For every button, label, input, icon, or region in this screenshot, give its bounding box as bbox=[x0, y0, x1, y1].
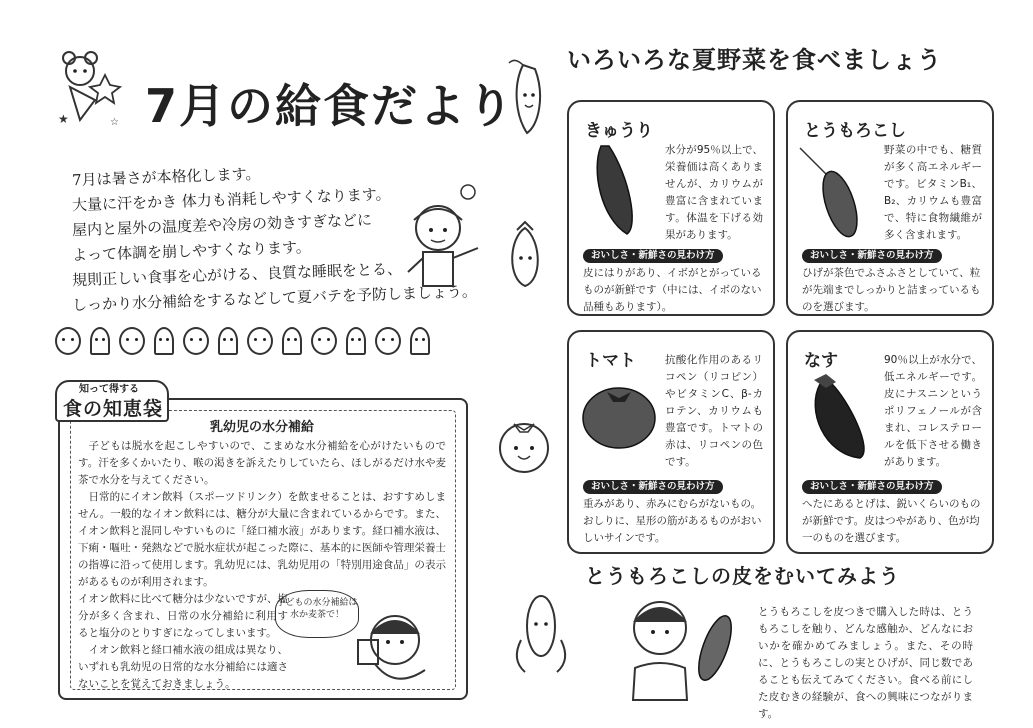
intro-line: 屋内と屋外の温度差や冷房の効きすぎなどに bbox=[71, 210, 373, 240]
veg-card-tip: へたにあるとげは、鋭いくらいのものが新鮮です。皮はつやがあり、色が均一のものを選びます。 bbox=[802, 498, 981, 544]
food-wisdom-paragraph: 子どもは脱水を起こしやすいので、こまめな水分補給を心がけたいものです。汗を多くかいたり、喉の渇きを訴えたりしていたら、ほしがるだけ水や麦茶で水分を与えてください。 bbox=[78, 440, 446, 486]
ice-cream-icon bbox=[346, 327, 366, 355]
veg-card-desc: 90％以上が水分で、低エネルギーです。皮にナスニンというポリフェノールが含まれ、コレステロールを低下させる働きがあります。 bbox=[884, 354, 982, 468]
food-wisdom-title: 乳幼児の水分補給 bbox=[209, 420, 314, 435]
svg-text:★: ★ bbox=[58, 112, 69, 126]
ice-cream-icon bbox=[218, 327, 238, 355]
svg-text:☆: ☆ bbox=[110, 117, 119, 128]
ice-cream-icon bbox=[154, 327, 174, 355]
corn-peeling-body: とうもろこしを皮つきで購入した時は、とうもろこしを触り、どんな感触か、どんなにおいかを確かめてみましょう。また、その時に、とうもろこしの実とひげが、同じ数であることも伝えてみてください。食べる前にした皮むきの経験が、食への興味につながります。 bbox=[758, 606, 973, 720]
animal-face-divider bbox=[55, 322, 520, 360]
veg-card-cucumber bbox=[567, 100, 775, 316]
food-wisdom-paragraph: イオン飲料と経口補水液の組成は異なり、いずれも乳幼児の日常的な水分補給には適さないことを覚えておきましょう。 bbox=[78, 644, 288, 690]
corn-peeling-heading: とうもろこしの皮をむいてみよう bbox=[585, 564, 900, 588]
monkey-icon bbox=[247, 327, 273, 355]
monkey-icon bbox=[55, 327, 81, 355]
intro-line: よって体調を崩しやすくなります。 bbox=[71, 237, 312, 265]
tomato-icon bbox=[579, 374, 661, 454]
veg-card-desc: 野菜の中でも、糖質が多く高エネルギーです。ビタミンB₁、B₂、カリウムも豊富で、特に食物繊維が多く含まれます。 bbox=[884, 144, 982, 241]
intro-line: しっかり水分補給をするなどして夏バテを予防しましょう。 bbox=[71, 282, 478, 315]
lion-icon bbox=[375, 327, 401, 355]
veg-card-name: とうもろこし bbox=[804, 121, 906, 141]
veg-card-name: きゅうり bbox=[585, 121, 653, 141]
ice-cream-icon bbox=[282, 327, 302, 355]
corn-character-illustration bbox=[505, 580, 575, 680]
eggplant-icon bbox=[800, 370, 880, 466]
veg-card-name: なす bbox=[804, 351, 838, 371]
food-wisdom-paragraph: イオン飲料に比べて糖分は少ないですが、塩分が多く含まれ、日常の水分補給に利用すると塩分のとりすぎになってしまいます。 bbox=[78, 593, 288, 639]
intro-line: 大量に汗をかき 体力も消耗しやすくなります。 bbox=[71, 185, 391, 215]
eggplant-character-illustration bbox=[503, 218, 548, 293]
mascot-star-illustration bbox=[50, 45, 135, 130]
veg-card-tip: 重みがあり、赤みにむらがないもの。おしりに、星形の筋があるものがおいしいサインです。 bbox=[583, 498, 762, 544]
veg-card-tip-label: おいしさ・新鮮さの見わけ方 bbox=[583, 480, 723, 494]
veg-card-tomato bbox=[567, 330, 775, 554]
newsletter-title: 7月の給食だより bbox=[145, 79, 516, 133]
cucumber-icon bbox=[587, 140, 647, 240]
food-wisdom-paragraph: 日常的にイオン飲料（スポーツドリンク）を飲ませることは、おすすめしません。一般的なイオン飲料には、糖分が大量に含まれているからです。また、イオン飲料と混同しやすいものに「経口補水液」があります。経口補水液は、下痢・嘔吐・発熱などで脱水症状が起こった際に、基本的に医師や管理栄養士の指導に沿って使用します。乳幼児には、乳幼児用の「特別用途食品」の表示があるものが利用されます。 bbox=[78, 491, 446, 588]
tiger-icon bbox=[311, 327, 337, 355]
intro-handwritten-note bbox=[71, 162, 478, 315]
tomato-character-illustration bbox=[492, 412, 557, 477]
veg-card-name: トマト bbox=[585, 351, 636, 371]
speech-bubble: 子どもの水分補給は水か麦茶で！ bbox=[275, 590, 359, 638]
veg-card-eggplant bbox=[786, 330, 994, 554]
tiger-icon bbox=[119, 327, 145, 355]
food-wisdom-label bbox=[55, 380, 169, 422]
veg-card-tip-label: おいしさ・新鮮さの見わけ方 bbox=[583, 249, 723, 263]
lion-icon bbox=[183, 327, 209, 355]
ice-cream-icon bbox=[90, 327, 110, 355]
veg-card-desc: 抗酸化作用のあるリコペン（リコピン）やビタミンC、β-カロテン、カリウムも豊富です。トマトの赤は、リコペンの色です。 bbox=[665, 354, 763, 468]
summer-vegetables-heading: いろいろな夏野菜を食べましょう bbox=[567, 46, 942, 74]
cucumber-character-illustration bbox=[505, 55, 555, 140]
boy-in-sun-illustration bbox=[398, 180, 508, 300]
veg-card-tip-label: おいしさ・新鮮さの見わけ方 bbox=[802, 249, 942, 263]
intro-line: 規則正しい食事を心がける、良質な睡眠をとる、 bbox=[71, 259, 403, 290]
veg-card-tip-label: おいしさ・新鮮さの見わけ方 bbox=[802, 480, 942, 494]
veg-card-tip: 皮にはりがあり、イボがとがっているものが新鮮です（中には、イボのない品種もあります）。 bbox=[583, 267, 762, 313]
boy-peeling-corn-illustration bbox=[615, 588, 750, 706]
child-drinking-illustration bbox=[340, 600, 450, 690]
food-wisdom-label-small: 知って得する bbox=[79, 384, 139, 395]
ice-cream-icon bbox=[410, 327, 430, 355]
food-wisdom-label-big: 食の知恵袋 bbox=[63, 398, 164, 420]
intro-line: 7月は暑さが本格化します。 bbox=[71, 164, 261, 190]
veg-card-desc: 水分が95％以上で、栄養価は高くありませんが、カリウムが豊富に含まれています。体温を下げる効果があります。 bbox=[665, 144, 763, 241]
veg-card-corn bbox=[786, 100, 994, 316]
veg-card-tip: ひげが茶色でふさふさとしていて、粒が先端までしっかりと詰まっているものを選びます。 bbox=[802, 267, 981, 313]
corn-icon bbox=[796, 144, 866, 244]
